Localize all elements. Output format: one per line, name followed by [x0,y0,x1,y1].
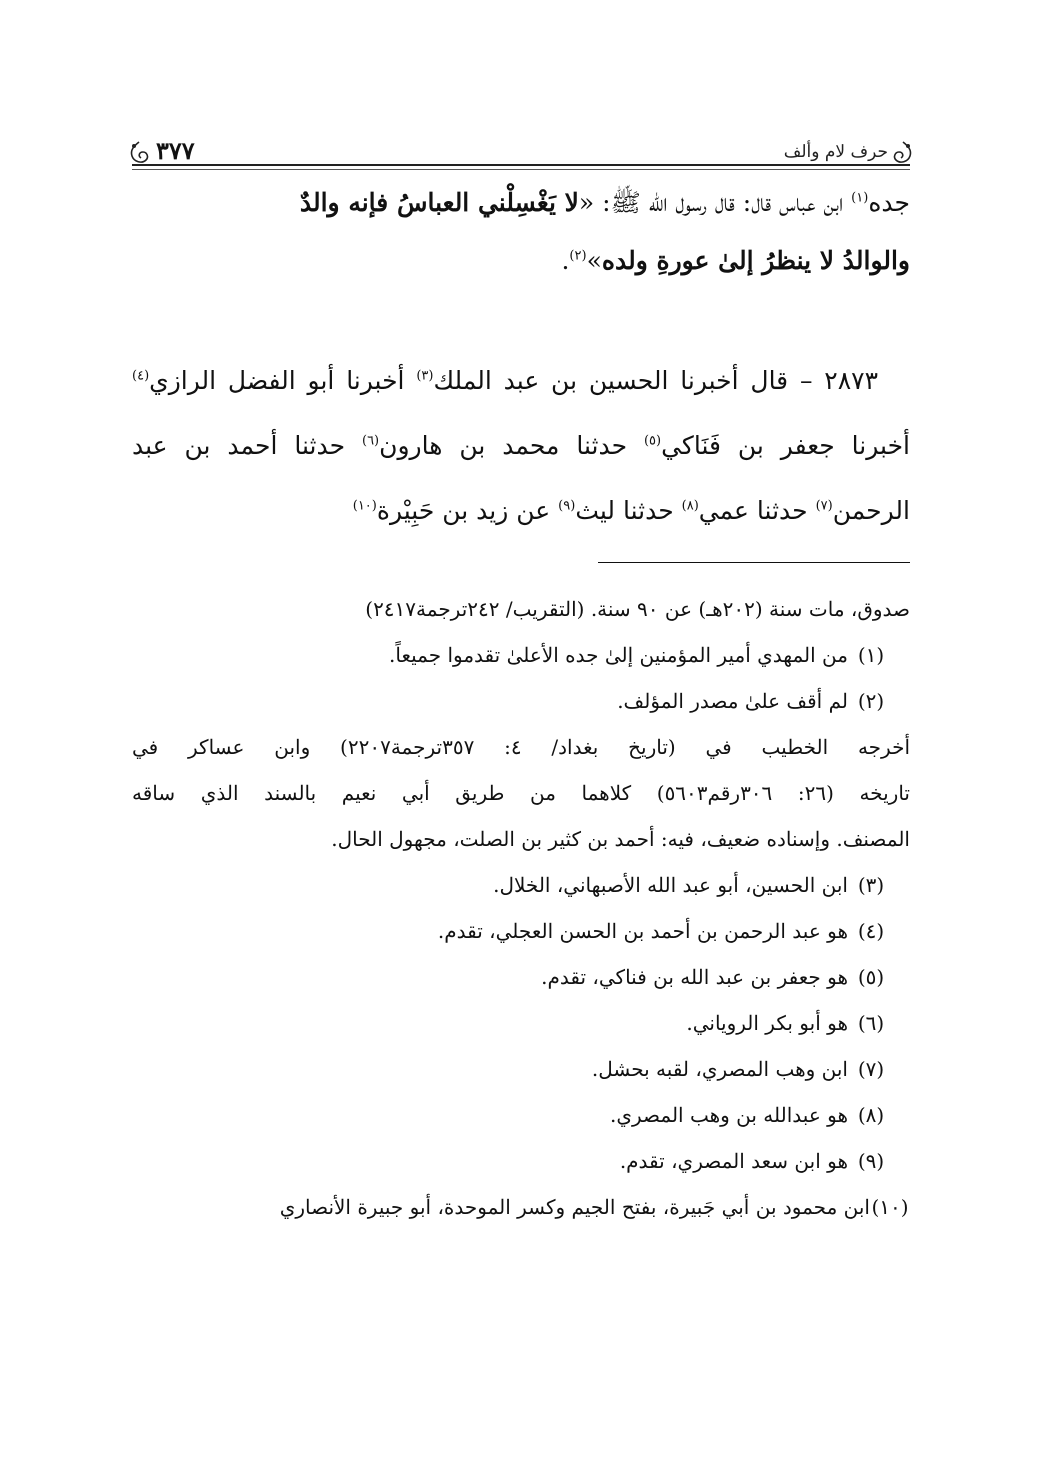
footnote-number: (٥) [857,965,885,989]
footnote-text: ابن محمود بن أبي جَبيرة، بفتح الجيم وكسر الموحدة، أبو جبيرة الأنصاري [279,1195,870,1219]
text-span: أخبرنا جعفر بن فَنَاكي [661,431,910,460]
footnote-9 [132,1138,910,1184]
page-number: ٣٧٧ [156,136,195,165]
footnote-text: ابن وهب المصري، لقبه بحشل. [591,1057,848,1081]
text-span: حدثنا أحمد بن عبد الرحمن [132,431,910,525]
footnote-6 [132,1000,910,1046]
footnote-text: هو عبدالله بن وهب المصري. [609,1103,848,1127]
footnote-number: (١) [857,643,885,667]
footnote-2-cont-3: المصنف. وإسناده ضعيف، فيه: أحمد بن كثير بن الصلت، مجهول الحال. [331,827,910,851]
footnote-ref-8: (٨) [681,498,699,514]
footnote-text: هو ابن سعد المصري، تقدم. [619,1149,848,1173]
footnote-separator [598,562,910,563]
footnote-ref-7: (٧) [815,498,833,514]
footnote-2-cont-1: أخرجه الخطيب في (تاريخ بغداد/ ٤: ٣٥٧ترجمة٢٢٠٧) وابن عساكر في [132,735,910,759]
footnote-text: لم أقف علىٰ مصدر المؤلف. [617,689,848,713]
footnote-number: (١٠) [871,1195,909,1219]
header-rule [132,164,910,170]
text-span: أخبرنا أبو الفضل الرازي [149,366,417,395]
running-header [132,136,910,170]
narration-2873 [132,348,910,543]
footnote-number: (٢) [857,689,885,713]
hadith-text: لا يَغْسِلْني العباسُ فإنه والدٌ [299,188,579,217]
footnote-ref-5: (٥) [643,433,662,449]
chapter-title: حرف لام وألف [783,142,888,162]
text-span: – قال أخبرنا الحسين بن عبد الملك [433,366,825,395]
footnote-7 [132,1046,910,1092]
footnote-number: (٩) [857,1149,885,1173]
text-span: ابن عباس قال: قال رسول الله ﷺ: « [578,188,852,217]
text-span: عن زيد بن حَبِيْرة [376,496,559,525]
hadith-text: والوالدُ لا ينظرُ إلىٰ عورةِ ولده [601,246,910,275]
narration-number: ٢٨٧٣ [824,366,878,395]
footnote-4 [132,908,910,954]
footnote-ref-1: (١) [851,190,869,206]
footnote-8 [132,1092,910,1138]
main-text [132,174,910,290]
footnote-5 [132,954,910,1000]
text-span: حدثنا عمي [698,496,816,525]
footnote-2 [132,678,910,724]
footnote-number: (٨) [857,1103,885,1127]
footnote-ref-6: (٦) [361,433,380,449]
footnote-text: ابن الحسين، أبو عبد الله الأصبهاني، الخلال. [493,873,848,897]
footnote-3 [132,862,910,908]
footnote-1 [132,632,910,678]
ornament-right-icon [890,140,916,166]
footnote-ref-4: (٤) [132,368,150,384]
footnote-ref-3: (٣) [416,368,434,384]
main-line-1 [132,174,910,232]
footnote-10 [132,1184,910,1230]
text-span: حدثنا ليث [575,496,682,525]
footnote-text: هو جعفر بن عبد الله بن فناكي، تقدم. [541,965,848,989]
footnote-text: هو أبو بكر الروياني. [686,1011,848,1035]
footnotes [132,586,910,1230]
text-span: جده [868,188,910,217]
footnote-number: (٤) [857,919,885,943]
footnote-ref-2: (٢) [569,248,587,264]
footnote-number: (٦) [857,1011,885,1035]
footnote-carryover: صدوق، مات سنة (٢٠٢هـ) عن ٩٠ سنة. (التقريب/ ٢٤٢ترجمة٢٤١٧) [365,597,910,621]
footnote-text: هو عبد الرحمن بن أحمد بن الحسن العجلي، تقدم. [437,919,848,943]
ornament-left-icon [126,140,152,166]
text-span: . [561,246,570,275]
footnote-2-cont-2: تاريخه (٢٦: ٣٠٦رقم٥٦٠٣) كلاهما من طريق أبي نعيم بالسند الذي ساقه [132,781,910,805]
main-line-2 [132,232,910,290]
text-span: حدثنا محمد بن هارون [379,431,644,460]
footnote-number: (٧) [857,1057,885,1081]
footnote-ref-10: (١٠) [352,498,377,514]
footnote-ref-9: (٩) [558,498,576,514]
text-span: » [586,246,602,275]
footnote-text: من المهدي أمير المؤمنين إلىٰ جده الأعلىٰ تقدموا جميعاً. [389,643,848,667]
footnote-number: (٣) [857,873,885,897]
